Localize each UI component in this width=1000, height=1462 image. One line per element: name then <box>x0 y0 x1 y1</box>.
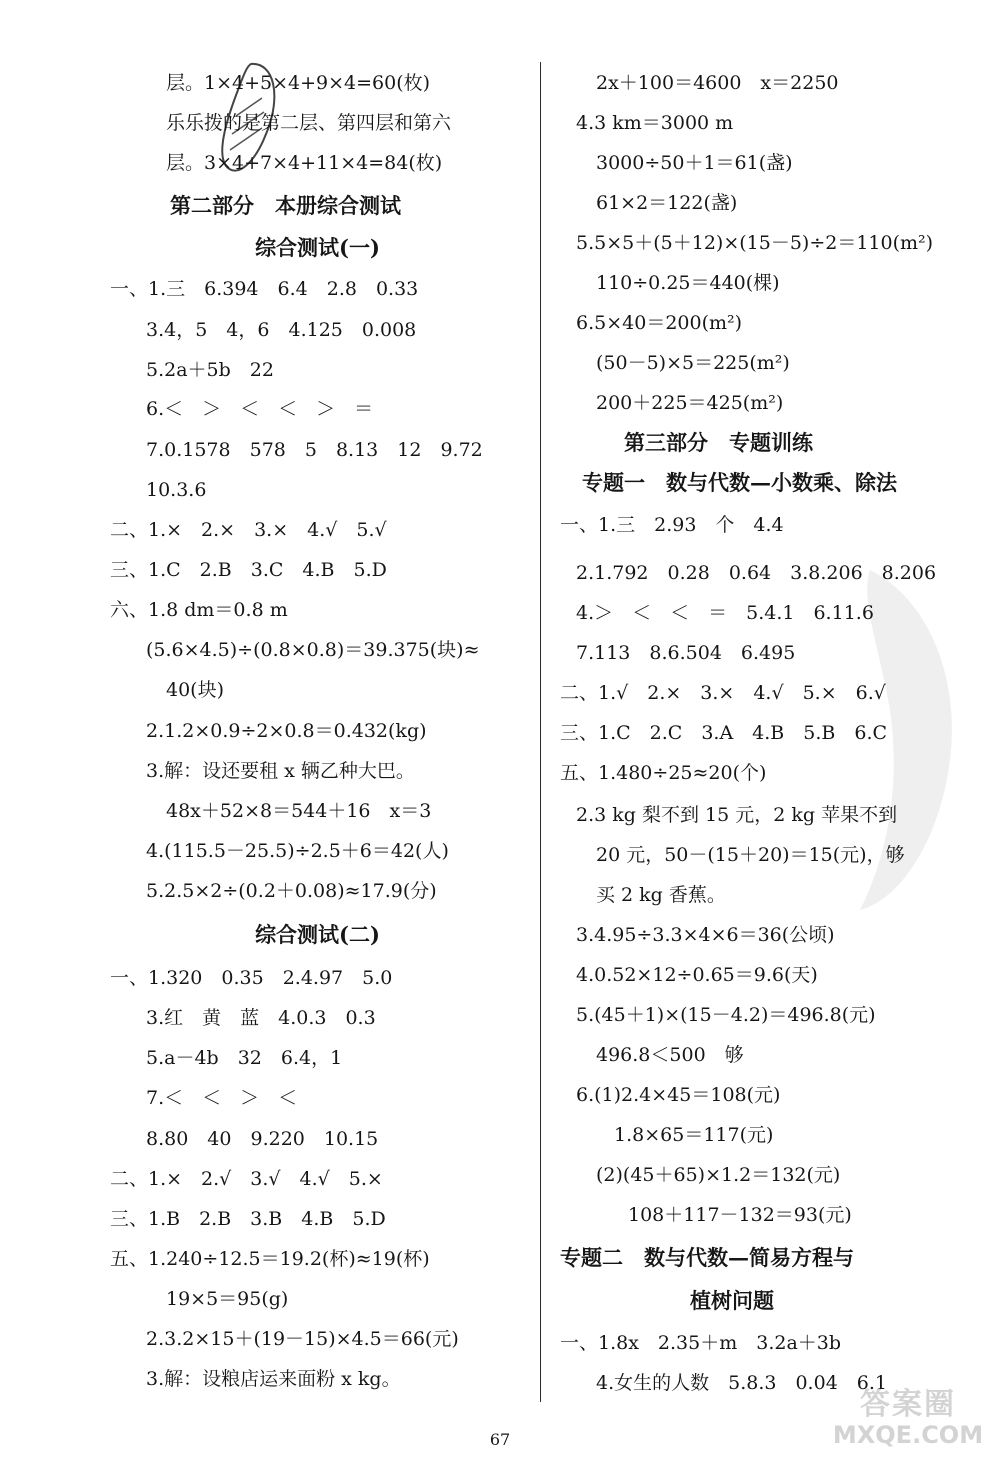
answer-line: 三、1.C 2.B 3.C 4.B 5.D <box>110 559 387 581</box>
answer-line: 3000÷50＋1＝61(盏) <box>596 152 793 174</box>
answer-line: 3.4，5 4，6 4.125 0.008 <box>146 319 417 341</box>
answer-line: 110÷0.25＝440(棵) <box>596 272 780 294</box>
answer-line: 二、1.× 2.√ 3.√ 4.√ 5.× <box>110 1168 383 1190</box>
section-heading: 第三部分 专题训练 <box>624 430 813 455</box>
answer-line: 三、1.C 2.C 3.A 4.B 5.B 6.C <box>560 722 888 744</box>
test-heading: 综合测试(一) <box>255 235 380 260</box>
answer-line: 4.0.52×12÷0.65＝9.6(天) <box>576 964 818 986</box>
answer-line: (2)(45＋65)×1.2＝132(元) <box>596 1164 841 1186</box>
answer-line: 一、1.三 2.93 个 4.4 <box>560 514 784 536</box>
answer-line: 4.女生的人数 5.8.3 0.04 6.1 <box>596 1372 887 1394</box>
column-divider <box>540 62 541 1402</box>
answer-line: 6.5×40＝200(m²) <box>576 312 743 334</box>
answer-line: (5.6×4.5)÷(0.8×0.8)＝39.375(块)≈ <box>146 639 480 661</box>
watermark-title: 答案圈 <box>860 1387 956 1422</box>
answer-line: 二、1.√ 2.× 3.× 4.√ 5.× 6.√ <box>560 682 886 704</box>
answer-line: 40(块) <box>166 679 225 701</box>
answer-line: 496.8＜500 够 <box>596 1044 744 1066</box>
answer-line: 5.(45＋1)×(15－4.2)＝496.8(元) <box>576 1004 876 1026</box>
answer-line: 3.解：设还要租 x 辆乙种大巴。 <box>146 760 415 782</box>
answer-line: 2.1.2×0.9÷2×0.8＝0.432(kg) <box>146 720 427 742</box>
answer-line: 2.3.2×15＋(19－15)×4.5＝66(元) <box>146 1328 459 1350</box>
topic-heading: 专题二 数与代数—简易方程与 <box>560 1245 854 1270</box>
answer-line: 61×2＝122(盏) <box>596 192 738 214</box>
answer-line: 4.(115.5－25.5)÷2.5＋6＝42(人) <box>146 840 449 862</box>
answer-line: 20 元，50－(15＋20)＝15(元)，够 <box>596 844 905 866</box>
section-heading: 第二部分 本册综合测试 <box>170 193 401 218</box>
answer-line: 4.＞ ＜ ＜ ＝ 5.4.1 6.11.6 <box>576 602 874 624</box>
answer-line: 4.3 km＝3000 m <box>576 112 734 134</box>
watermark-url: MXQE.COM <box>832 1421 984 1449</box>
answer-line: 3.解：设粮店运来面粉 x kg。 <box>146 1368 401 1390</box>
answer-line: 7.0.1578 578 5 8.13 12 9.72 <box>146 439 483 461</box>
answer-line: 二、1.× 2.× 3.× 4.√ 5.√ <box>110 519 387 541</box>
answer-line: 2x＋100＝4600 x＝2250 <box>596 72 839 94</box>
answer-line: 48x＋52×8＝544＋16 x＝3 <box>166 800 432 822</box>
answer-line: 2.1.792 0.28 0.64 3.8.206 8.206 <box>576 562 937 584</box>
answer-line: 一、1.320 0.35 2.4.97 5.0 <box>110 967 393 989</box>
answer-line: 六、1.8 dm＝0.8 m <box>110 599 288 621</box>
answer-line: 层。1×4+5×4+9×4=60(枚) <box>166 72 431 94</box>
answer-line: 5.5×5＋(5＋12)×(15－5)÷2＝110(m²) <box>576 232 934 254</box>
topic-heading: 植树问题 <box>690 1288 774 1313</box>
topic-heading: 专题一 数与代数—小数乘、除法 <box>582 470 897 495</box>
answer-line: 乐乐拨的是第二层、第四层和第六 <box>166 112 452 134</box>
answer-line: 层。3×4+7×4+11×4=84(枚) <box>166 152 443 174</box>
answer-line: 5.a－4b 32 6.4，1 <box>146 1047 343 1069</box>
answer-line: 10.3.6 <box>146 479 207 501</box>
answer-line: 19×5＝95(g) <box>166 1288 289 1310</box>
answer-line: 一、1.三 6.394 6.4 2.8 0.33 <box>110 278 419 300</box>
answer-line: 五、1.240÷12.5＝19.2(杯)≈19(杯) <box>110 1248 430 1270</box>
answer-line: 6.(1)2.4×45＝108(元) <box>576 1084 781 1106</box>
answer-line: 200＋225＝425(m²) <box>596 392 784 414</box>
site-watermark <box>822 1387 994 1458</box>
answer-line: (50－5)×5＝225(m²) <box>596 352 790 374</box>
answer-line: 1.8×65＝117(元) <box>614 1124 774 1146</box>
page-number: 67 <box>489 1430 511 1449</box>
answer-line: 三、1.B 2.B 3.B 4.B 5.D <box>110 1208 386 1230</box>
answer-line: 6.＜ ＞ ＜ ＜ ＞ ＝ <box>146 398 374 420</box>
answer-line: 3.4.95÷3.3×4×6＝36(公顷) <box>576 924 835 946</box>
answer-line: 7.113 8.6.504 6.495 <box>576 642 796 664</box>
answer-line: 五、1.480÷25≈20(个) <box>560 762 767 784</box>
answer-line: 8.80 40 9.220 10.15 <box>146 1128 379 1150</box>
answer-line: 买 2 kg 香蕉。 <box>596 884 726 906</box>
answer-line: 3.红 黄 蓝 4.0.3 0.3 <box>146 1007 376 1029</box>
answer-line: 2.3 kg 梨不到 15 元，2 kg 苹果不到 <box>576 804 898 826</box>
answer-line: 7.＜ ＜ ＞ ＜ <box>146 1087 298 1109</box>
answer-line: 5.2.5×2÷(0.2＋0.08)≈17.9(分) <box>146 880 437 902</box>
answer-line: 108＋117－132＝93(元) <box>628 1204 852 1226</box>
answer-line: 5.2a＋5b 22 <box>146 359 274 381</box>
answer-line: 一、1.8x 2.35＋m 3.2a＋3b <box>560 1332 842 1354</box>
test-heading: 综合测试(二) <box>255 922 380 947</box>
